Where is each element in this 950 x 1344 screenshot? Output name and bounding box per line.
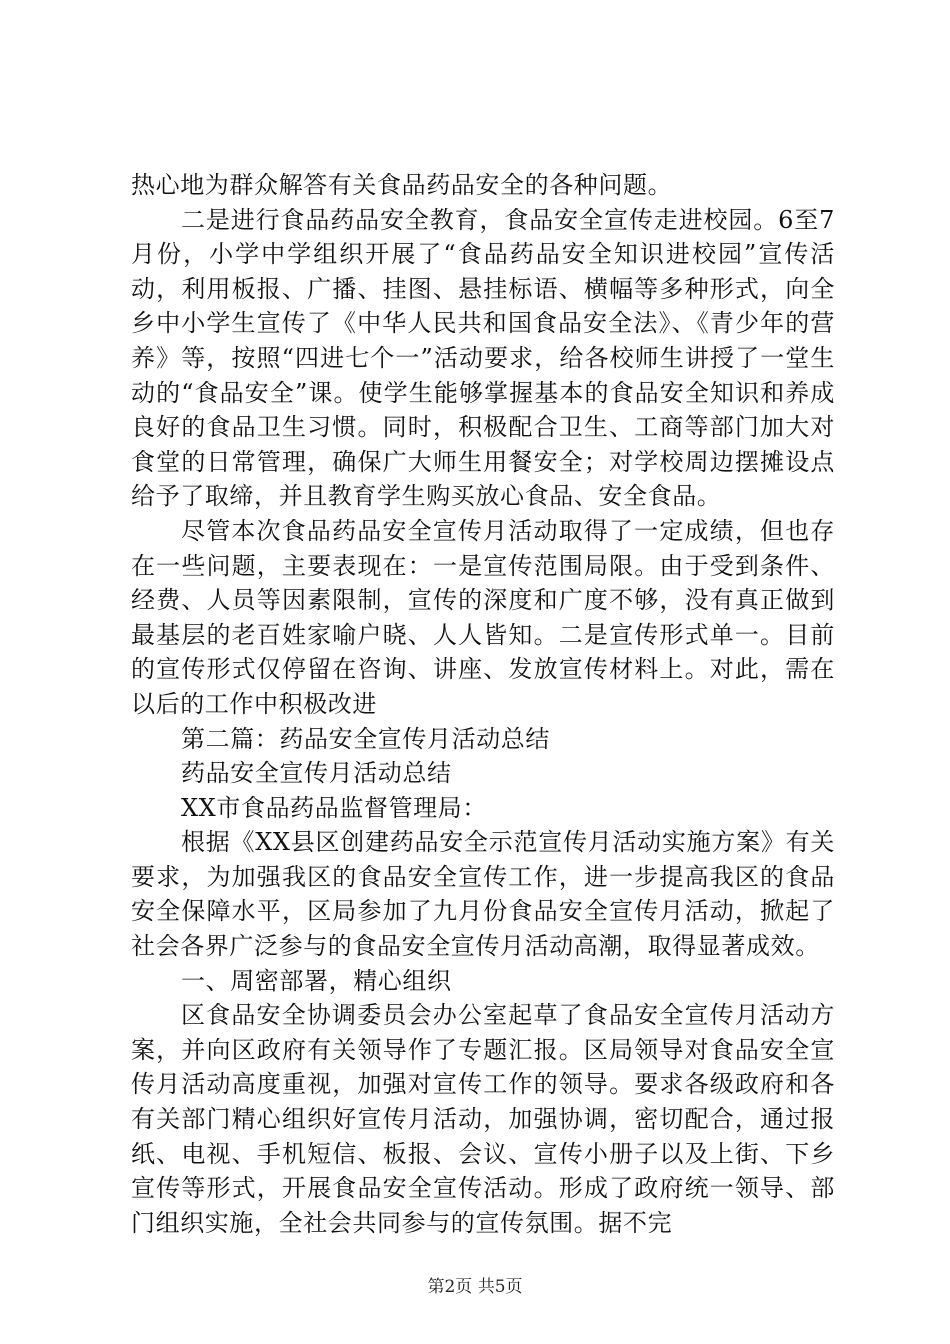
paragraph-continuation: 热心地为群众解答有关食品药品安全的各种问题。 [131,171,673,199]
paragraph-introduction: 根据《XX县区创建药品安全示范宣传月活动实施方案》有关要求，为加强我区的食品安全宣传工作，进一步提高我区的食品安全保障水平，区局参加了九月份食品安全宣传月活动，掀起了社会各界广泛参与的食品安全宣传月活动高潮，取得显著成效。 [131,828,835,961]
addressee: XX市食品药品监督管理局： [181,793,487,822]
page-number: 第2页 共5页 [427,1277,523,1297]
paragraph-school-education: 二是进行食品药品安全教育，食品安全宣传走进校园。6至7月份，小学中学组织开展了“食品药品安全知识进校园”宣传活动，利用板报、广播、挂图、悬挂标语、横幅等多种形式，向全乡中小学生宣传了《中华人民共和国食品安全法》、《青少年的营养》等，按照“四进七个一”活动要求，给各校师生讲授了一堂生动的“食品安全”课。使学生能够掌握基本的食品安全知识和养成良好的食品卫生习惯。同时，积极配合卫生、工商等部门加大对食堂的日常管理，确保广大师生用餐安全；对学校周边摆摊设点给予了取缔，并且教育学生购买放心食品、安全食品。 [131,205,835,511]
section-heading-part-two: 第二篇：药品安全宣传月活动总结 [181,724,550,753]
section-heading-one: 一、周密部署，精心组织 [181,966,452,995]
paragraph-organization: 区食品安全协调委员会办公室起草了食品安全宣传月活动方案，并向区政府有关领导作了专题汇报。区局领导对食品安全宣传月活动高度重视，加强对宣传工作的领导。要求各级政府和各有关部门精心组织好宣传月活动，加强协调，密切配合，通过报纸、电视、手机短信、板报、会议、宣传小册子以及上街、下乡宣传等形式，开展食品安全宣传活动。形成了政府统一领导、部门组织实施，全社会共同参与的宣传氛围。据不完 [131,1001,835,1237]
paragraph-problems: 尽管本次食品药品安全宣传月活动取得了一定成绩，但也存在一些问题，主要表现在：一是宣传范围局限。由于受到条件、经费、人员等因素限制，宣传的深度和广度不够，没有真正做到最基层的老百姓家喻户晓、人人皆知。二是宣传形式单一。目前的宣传形式仅停留在咨询、讲座、发放宣传材料上。对此，需在以后的工作中积极改进 [131,516,835,718]
document-title: 药品安全宣传月活动总结 [181,759,452,788]
body-text [131,168,835,1240]
